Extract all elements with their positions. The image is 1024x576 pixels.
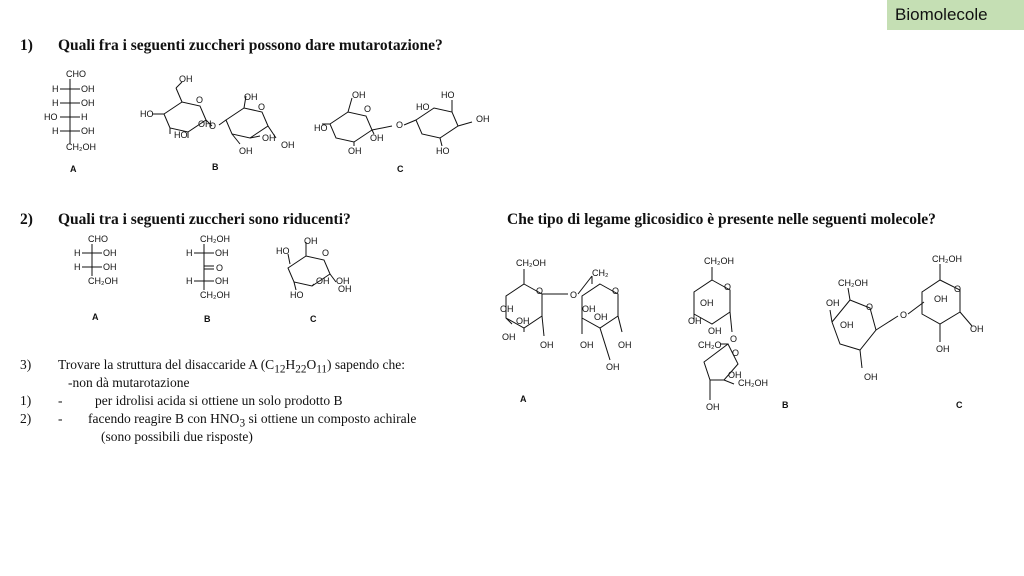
- svg-text:CH₂OH: CH₂OH: [88, 276, 118, 286]
- ring-right: [416, 108, 458, 138]
- svg-text:OH: OH: [500, 304, 514, 314]
- svg-text:HO: HO: [44, 112, 58, 122]
- svg-text:OH: OH: [239, 146, 253, 156]
- svg-text:OH: OH: [606, 362, 620, 372]
- svg-text:OH: OH: [708, 326, 722, 336]
- svg-text:HO: HO: [174, 130, 188, 140]
- q2-label-a: A: [92, 312, 99, 322]
- q1-molecule-c-disaccharide: [312, 88, 496, 176]
- svg-text:OH: OH: [476, 114, 490, 124]
- svg-text:HO: HO: [416, 102, 430, 112]
- question-glycosidic-bond-text: Che tipo di legame glicosidico è presente nelle seguenti molecole?: [507, 211, 936, 228]
- q2-label-c: C: [310, 314, 317, 324]
- question-1-text: Quali fra i seguenti zuccheri possono dare mutarotazione?: [58, 37, 443, 54]
- glycosidic-oxygen: O: [570, 290, 578, 300]
- svg-text:OH: OH: [81, 84, 95, 94]
- question-3-text: Trovare la struttura del disaccaride A $(C_{12}H_{22}O_{11})$ sapendo che:: [58, 357, 406, 376]
- svg-text:OH: OH: [81, 126, 95, 136]
- q1-label-b: B: [212, 162, 219, 172]
- svg-text:OH: OH: [103, 248, 117, 258]
- svg-text:OH: OH: [582, 304, 596, 314]
- svg-text:OH: OH: [81, 98, 95, 108]
- question-3-item-1: 1) - per idrolisi acida si ottiene un solo prodotto B: [20, 393, 343, 408]
- svg-text:OH: OH: [352, 90, 366, 100]
- svg-text:O: O: [536, 286, 544, 296]
- aldehyde-group: CHO: [66, 69, 86, 79]
- svg-text:OH: OH: [580, 340, 594, 350]
- svg-text:H: H: [52, 98, 59, 108]
- svg-text:CH₂OH: CH₂OH: [838, 278, 868, 288]
- svg-text:CH₂OH: CH₂OH: [516, 258, 546, 268]
- svg-text:OH: OH: [840, 320, 854, 330]
- q1-molecule-a-fischer: [40, 66, 110, 178]
- svg-text:OH: OH: [618, 340, 632, 350]
- svg-text:O: O: [364, 104, 372, 114]
- q4-label-c: C: [956, 400, 963, 410]
- svg-text:H: H: [74, 248, 81, 258]
- q4-molecule-c: [820, 252, 990, 416]
- svg-text:HO: HO: [290, 290, 304, 300]
- svg-text:O: O: [322, 248, 330, 258]
- q1-label-a: A: [70, 164, 77, 174]
- svg-text:OH: OH: [281, 140, 295, 150]
- svg-text:OH: OH: [688, 316, 702, 326]
- q2-molecule-b-fischer: [176, 232, 246, 324]
- svg-text:O: O: [196, 95, 204, 105]
- svg-text:OH: OH: [516, 316, 530, 326]
- svg-text:H: H: [81, 112, 88, 122]
- ring-left: [330, 112, 372, 142]
- svg-text:OH: OH: [215, 276, 229, 286]
- svg-text:OH: OH: [700, 298, 714, 308]
- svg-text:OH: OH: [934, 294, 948, 304]
- svg-text:OH: OH: [338, 284, 352, 294]
- svg-text:CHO: CHO: [88, 234, 108, 244]
- svg-text:CH₂OH: CH₂OH: [704, 256, 734, 266]
- glycosidic-oxygen: O: [730, 334, 738, 344]
- primary-alcohol-group: CH₂OH: [66, 142, 96, 152]
- svg-text:CH₂OH: CH₂OH: [200, 234, 230, 244]
- svg-text:H: H: [186, 248, 193, 258]
- svg-text:OH: OH: [244, 92, 258, 102]
- q1-molecule-b-disaccharide: [140, 72, 300, 176]
- question-1-number: 1): [20, 37, 33, 54]
- svg-text:OH: OH: [728, 370, 742, 380]
- svg-text:O: O: [866, 302, 874, 312]
- svg-text:OH: OH: [540, 340, 554, 350]
- q1-label-c: C: [397, 164, 404, 174]
- svg-text:OH: OH: [179, 74, 193, 84]
- q4-molecule-b: [680, 252, 800, 416]
- svg-text:H: H: [52, 126, 59, 136]
- question-3-condition: -non dà mutarotazione: [68, 375, 190, 390]
- svg-text:OH: OH: [594, 312, 608, 322]
- svg-text:O: O: [258, 102, 266, 112]
- svg-text:CH₂OH: CH₂OH: [932, 254, 962, 264]
- glycosidic-oxygen: O: [396, 120, 404, 130]
- glycosidic-oxygen: O: [900, 310, 908, 320]
- svg-text:OH: OH: [198, 119, 212, 129]
- svg-text:OH: OH: [348, 146, 362, 156]
- svg-text:H: H: [186, 276, 193, 286]
- question-3-number: 3): [20, 357, 32, 372]
- svg-text:HO: HO: [140, 109, 154, 119]
- svg-text:H: H: [52, 84, 59, 94]
- svg-text:HO: HO: [314, 123, 328, 133]
- svg-text:OH: OH: [864, 372, 878, 382]
- svg-text:O: O: [724, 282, 732, 292]
- question-2-text: Quali tra i seguenti zuccheri sono riducenti?: [58, 211, 351, 228]
- svg-text:O: O: [216, 263, 224, 273]
- topic-badge: Biomolecole: [887, 0, 1024, 30]
- svg-text:O: O: [612, 286, 620, 296]
- svg-text:H: H: [74, 262, 81, 272]
- svg-text:CH₂OH: CH₂OH: [738, 378, 768, 388]
- svg-text:OH: OH: [103, 262, 117, 272]
- svg-text:OH: OH: [304, 236, 318, 246]
- svg-text:O: O: [954, 284, 962, 294]
- svg-text:OH: OH: [316, 276, 330, 286]
- svg-text:OH: OH: [826, 298, 840, 308]
- question-2-number: 2): [20, 211, 33, 228]
- svg-text:OH: OH: [936, 344, 950, 354]
- svg-text:HO: HO: [276, 246, 290, 256]
- svg-text:OH: OH: [262, 133, 276, 143]
- svg-text:OH: OH: [970, 324, 984, 334]
- svg-text:HO: HO: [436, 146, 450, 156]
- question-3-line1: [20, 357, 406, 376]
- q2-molecule-c-pyranose: [276, 234, 360, 326]
- svg-text:OH: OH: [336, 276, 350, 286]
- svg-text:CH₂: CH₂: [592, 268, 609, 278]
- svg-text:O: O: [732, 348, 740, 358]
- q2-label-b: B: [204, 314, 211, 324]
- question-3-item-2: 2) - facendo reagire B con $HNO_3$ si ottiene un composto achirale: [20, 411, 417, 430]
- svg-text:CH₂OH: CH₂OH: [200, 290, 230, 300]
- svg-text:OH: OH: [370, 133, 384, 143]
- svg-text:OH: OH: [502, 332, 516, 342]
- svg-text:OH: OH: [215, 248, 229, 258]
- question-glycosidic-bond: [507, 211, 936, 229]
- svg-text:OH: OH: [706, 402, 720, 412]
- q2-molecule-a-fischer: [64, 232, 134, 324]
- svg-text:CH₂O: CH₂O: [698, 340, 722, 350]
- question-3-note: (sono possibili due risposte): [101, 429, 253, 444]
- svg-text:HO: HO: [441, 90, 455, 100]
- q4-label-a: A: [520, 394, 527, 404]
- q4-molecule-a: [496, 254, 656, 406]
- q4-label-b: B: [782, 400, 789, 410]
- glycosidic-oxygen: O: [209, 121, 217, 131]
